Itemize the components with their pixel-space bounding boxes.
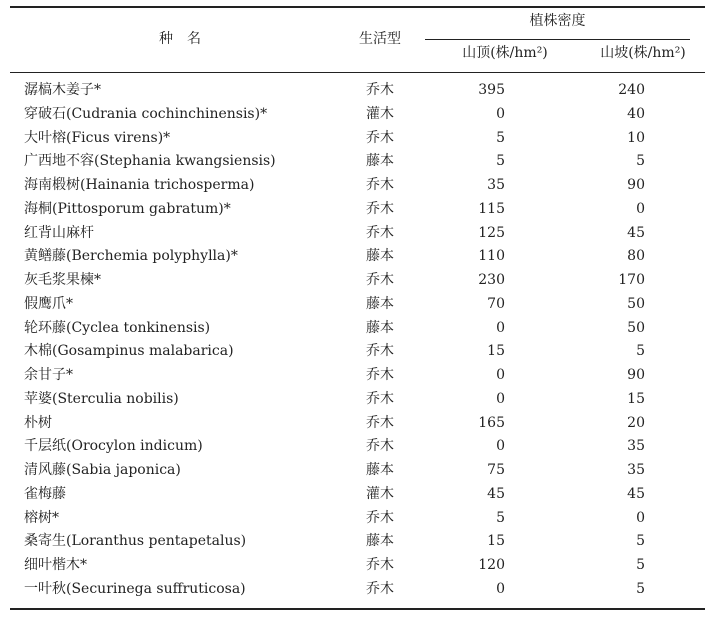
slope-density: 80 bbox=[627, 248, 645, 265]
life-form: 乔木 bbox=[366, 367, 394, 383]
species-name: 海桐(Pittosporum gabratum)* bbox=[24, 200, 231, 217]
species-name: 黄鳝藤(Berchemia polyphylla)* bbox=[24, 248, 238, 265]
slope-density: 5 bbox=[636, 343, 645, 360]
species-name: 灰毛浆果楝* bbox=[24, 272, 101, 288]
species-name: 一叶秋(Securinega suffruticosa) bbox=[24, 580, 246, 597]
summit-density: 0 bbox=[496, 390, 505, 407]
slope-density: 90 bbox=[627, 177, 645, 193]
table-body bbox=[10, 79, 705, 602]
species-name: 穿破石(Cudrania cochinchinensis)* bbox=[24, 105, 268, 122]
life-form: 藤本 bbox=[366, 319, 394, 336]
table-row bbox=[10, 435, 705, 459]
table-row bbox=[10, 269, 705, 293]
table-row bbox=[10, 364, 705, 388]
summit-density: 15 bbox=[487, 533, 505, 550]
life-form: 藤本 bbox=[366, 153, 394, 170]
species-name: 清风藤(Sabia japonica) bbox=[24, 462, 181, 478]
table-row bbox=[10, 459, 705, 483]
life-form: 灌木 bbox=[366, 485, 394, 502]
summit-density: 0 bbox=[496, 319, 505, 336]
species-name: 广西地不容(Stephania kwangsiensis) bbox=[24, 153, 276, 170]
species-name: 海南椴树(Hainania trichosperma) bbox=[24, 177, 255, 193]
table-row bbox=[10, 79, 705, 103]
summit-density: 395 bbox=[478, 82, 505, 98]
summit-density: 75 bbox=[487, 462, 505, 478]
life-form: 乔木 bbox=[366, 557, 394, 573]
life-form: 乔木 bbox=[366, 129, 394, 146]
table-row bbox=[10, 198, 705, 222]
summit-density: 5 bbox=[496, 153, 505, 170]
summit-density: 165 bbox=[478, 414, 505, 431]
life-form: 藤本 bbox=[366, 533, 394, 550]
header-species: 种 名 bbox=[159, 31, 201, 47]
summit-density: 45 bbox=[487, 485, 505, 502]
summit-density: 125 bbox=[478, 224, 505, 241]
slope-density: 35 bbox=[627, 438, 645, 455]
table-row bbox=[10, 222, 705, 246]
life-form: 乔木 bbox=[366, 438, 394, 455]
slope-density: 90 bbox=[627, 367, 645, 383]
table-row bbox=[10, 412, 705, 436]
species-name: 红背山麻杆 bbox=[24, 224, 94, 241]
table-row bbox=[10, 554, 705, 578]
life-form: 乔木 bbox=[366, 200, 394, 217]
table-row bbox=[10, 245, 705, 269]
summit-density: 0 bbox=[496, 580, 505, 597]
header-rule bbox=[10, 72, 705, 73]
species-name: 潺槁木姜子* bbox=[24, 82, 101, 98]
slope-density: 50 bbox=[627, 295, 645, 312]
life-form: 乔木 bbox=[366, 177, 394, 193]
summit-density: 15 bbox=[487, 343, 505, 360]
slope-density: 0 bbox=[636, 200, 645, 217]
header-density: 植株密度 bbox=[529, 13, 586, 29]
slope-density: 0 bbox=[636, 509, 645, 526]
summit-density: 115 bbox=[478, 200, 505, 217]
slope-density: 40 bbox=[627, 105, 645, 122]
density-sub-rule bbox=[425, 39, 690, 40]
life-form: 藤本 bbox=[366, 295, 394, 312]
table-row bbox=[10, 293, 705, 317]
slope-density: 5 bbox=[636, 557, 645, 573]
table-row bbox=[10, 530, 705, 554]
life-form: 乔木 bbox=[366, 224, 394, 241]
species-name: 余甘子* bbox=[24, 367, 73, 383]
species-name: 朴树 bbox=[24, 414, 52, 431]
table-row bbox=[10, 174, 705, 198]
species-name: 假鹰爪* bbox=[24, 295, 73, 312]
species-name: 细叶楷木* bbox=[24, 557, 87, 573]
slope-density: 45 bbox=[627, 485, 645, 502]
table-row bbox=[10, 507, 705, 531]
slope-density: 35 bbox=[627, 462, 645, 478]
species-name: 桑寄生(Loranthus pentapetalus) bbox=[24, 533, 247, 550]
summit-density: 120 bbox=[478, 557, 505, 573]
summit-density: 0 bbox=[496, 105, 505, 122]
header-slope: 山坡(株/hm²) bbox=[600, 45, 686, 61]
summit-density: 5 bbox=[496, 129, 505, 146]
species-name: 雀梅藤 bbox=[24, 485, 66, 502]
slope-density: 5 bbox=[636, 533, 645, 550]
table-row bbox=[10, 340, 705, 364]
life-form: 乔木 bbox=[366, 82, 394, 98]
life-form: 藤本 bbox=[366, 248, 394, 265]
table-row bbox=[10, 103, 705, 127]
life-form: 灌木 bbox=[366, 105, 394, 122]
slope-density: 5 bbox=[636, 153, 645, 170]
summit-density: 35 bbox=[487, 177, 505, 193]
summit-density: 5 bbox=[496, 509, 505, 526]
life-form: 乔木 bbox=[366, 414, 394, 431]
life-form: 乔木 bbox=[366, 580, 394, 597]
summit-density: 230 bbox=[478, 272, 505, 288]
slope-density: 5 bbox=[636, 580, 645, 597]
summit-density: 0 bbox=[496, 438, 505, 455]
table-row bbox=[10, 150, 705, 174]
slope-density: 50 bbox=[627, 319, 645, 336]
species-name: 大叶榕(Ficus virens)* bbox=[24, 129, 171, 146]
bottom-rule bbox=[10, 608, 705, 610]
header-life-form: 生活型 bbox=[359, 31, 401, 47]
slope-density: 240 bbox=[618, 82, 645, 98]
life-form: 乔木 bbox=[366, 509, 394, 526]
summit-density: 110 bbox=[478, 248, 505, 265]
summit-density: 0 bbox=[496, 367, 505, 383]
slope-density: 170 bbox=[618, 272, 645, 288]
slope-density: 15 bbox=[627, 390, 645, 407]
table-row bbox=[10, 578, 705, 602]
life-form: 乔木 bbox=[366, 272, 394, 288]
species-name: 苹婆(Sterculia nobilis) bbox=[24, 390, 179, 407]
table-row bbox=[10, 483, 705, 507]
life-form: 乔木 bbox=[366, 343, 394, 360]
top-rule bbox=[10, 6, 705, 8]
species-name: 轮环藤(Cyclea tonkinensis) bbox=[24, 319, 211, 336]
species-name: 木棉(Gosampinus malabarica) bbox=[24, 343, 234, 360]
slope-density: 20 bbox=[627, 414, 645, 431]
species-name: 千层纸(Orocylon indicum) bbox=[24, 438, 203, 455]
summit-density: 70 bbox=[487, 295, 505, 312]
species-name: 榕树* bbox=[24, 509, 59, 526]
table-row bbox=[10, 388, 705, 412]
slope-density: 10 bbox=[627, 129, 645, 146]
slope-density: 45 bbox=[627, 224, 645, 241]
life-form: 藤本 bbox=[366, 462, 394, 478]
table-row bbox=[10, 127, 705, 151]
life-form: 乔木 bbox=[366, 390, 394, 407]
header-summit: 山顶(株/hm²) bbox=[462, 45, 548, 61]
table-row bbox=[10, 317, 705, 341]
